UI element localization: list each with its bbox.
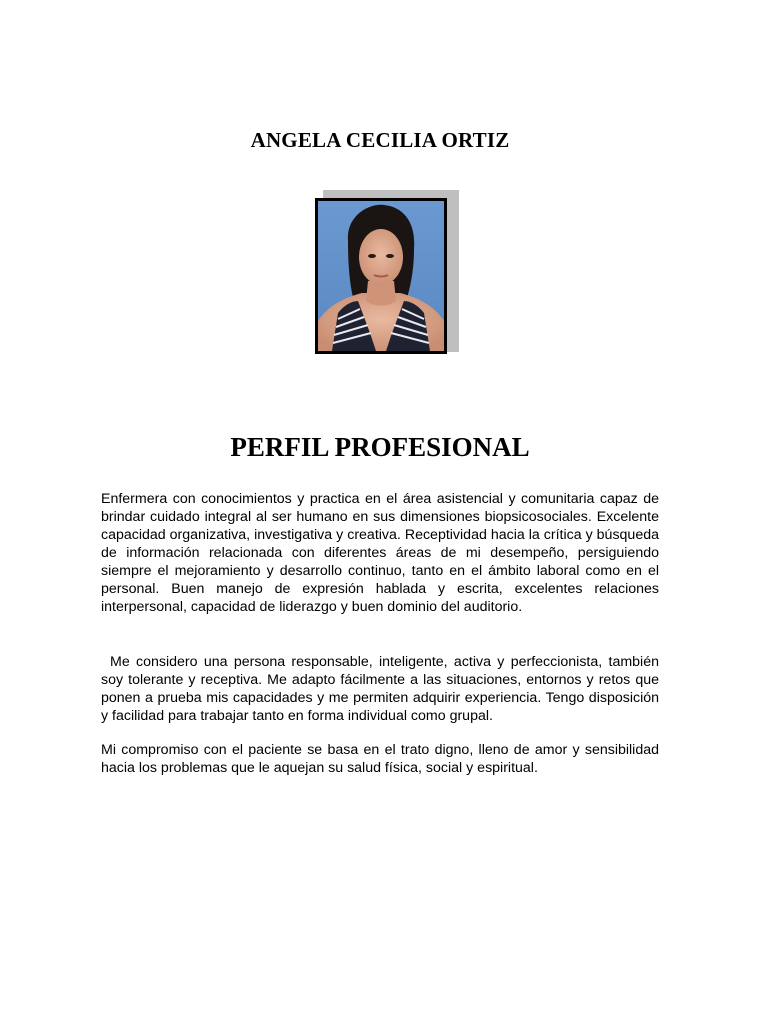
profile-paragraph-1: Enfermera con conocimientos y practica en el área asistencial y comunitaria capaz de brindar cuidado integral al ser humano en sus dimensiones biopsicosociales. Excelente capacidad organizativa, investigativa y creativa. Receptividad hacia la crítica y búsqueda de información relacionada con diferentes áreas de mi desempeño, persiguiendo siempre el mejoramiento y desarrollo continuo, tanto en el ámbito laboral como en el personal. Buen manejo de expresión hablada y escrita, excelentes relaciones interpersonal, capacidad de liderazgo y buen dominio del auditorio. bbox=[101, 491, 659, 615]
section-title: PERFIL PROFESIONAL bbox=[230, 432, 530, 462]
profile-paragraph-3: Mi compromiso con el paciente se basa en el trato digno, lleno de amor y sensibilidad hacia los problemas que le aquejan su salud física, social y espiritual. bbox=[101, 742, 659, 776]
person-name: ANGELA CECILIA ORTIZ bbox=[250, 128, 510, 152]
portrait-photo-icon bbox=[318, 201, 444, 351]
profile-photo bbox=[315, 198, 447, 354]
profile-paragraph-2: Me considero una persona responsable, inteligente, activa y perfeccionista, también soy tolerante y receptiva. Me adapto fácilmente a las situaciones, entornos y retos que ponen a prueba mis capacidades y me permiten adquirir experiencia. Tengo disposición y facilidad para trabajar tanto en forma individual como grupal. bbox=[101, 654, 659, 724]
profile-photo-frame bbox=[315, 190, 460, 362]
